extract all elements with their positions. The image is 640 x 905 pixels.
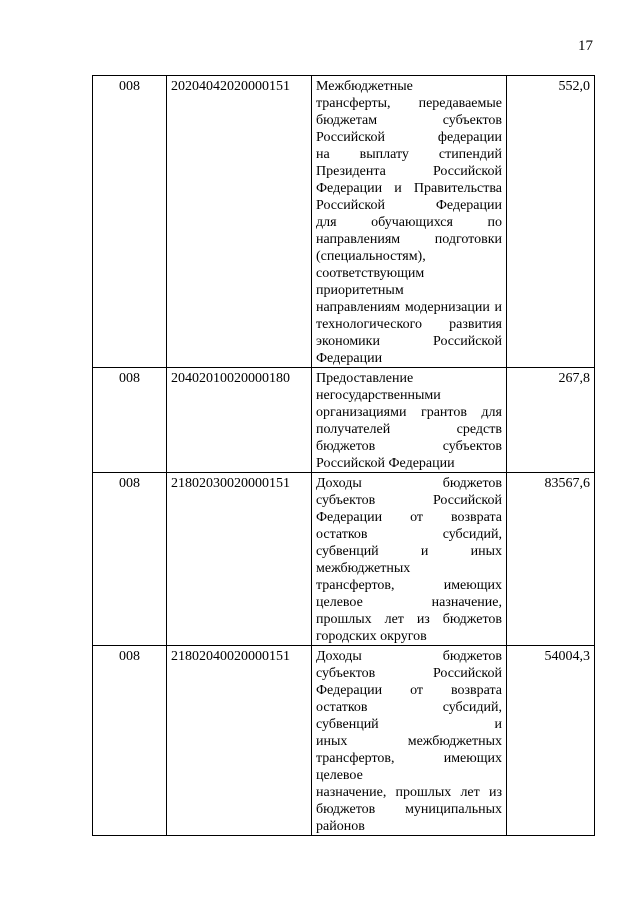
revenue-name-line: технологического развития <box>316 317 502 332</box>
table-row <box>93 368 595 473</box>
revenue-name-line: городских округов <box>316 629 427 644</box>
revenue-name-line: субвенций и иных <box>316 544 502 559</box>
revenue-name-line: иных межбюджетных <box>316 734 502 749</box>
revenue-name-line: назначение, прошлых лет из <box>316 785 502 800</box>
admin-code-cell: 008 <box>93 646 167 836</box>
revenue-name-line: прошлых лет из бюджетов <box>316 612 502 627</box>
revenue-name-line: направлениям подготовки <box>316 232 502 247</box>
page-number: 17 <box>578 38 593 54</box>
revenue-name-line: остатков субсидий, <box>316 700 502 715</box>
budget-class-code-cell: 21802040020000151 <box>167 646 312 836</box>
revenue-name-line: Федерации <box>316 351 383 366</box>
table-row <box>93 473 595 646</box>
revenue-name-line: Доходы бюджетов <box>316 649 502 664</box>
revenue-name-line: Российской Федерации <box>316 456 455 471</box>
revenue-name-line: на выплату стипендий <box>316 147 502 162</box>
revenue-name-line: Федерации и Правительства <box>316 181 502 196</box>
amount-cell: 54004,3 <box>507 646 595 836</box>
revenue-name-line: Федерации от возврата <box>316 510 502 525</box>
amount-cell: 83567,6 <box>507 473 595 646</box>
revenue-name-line: организациями грантов для <box>316 405 502 420</box>
revenue-name-line: бюджетов муниципальных <box>316 802 502 817</box>
amount-cell: 552,0 <box>507 76 595 368</box>
admin-code-cell: 008 <box>93 76 167 368</box>
revenue-name-line: негосударственными <box>316 388 441 403</box>
revenue-name-line: Президента Российской <box>316 164 502 179</box>
revenue-name-line: бюджетов субъектов <box>316 439 502 454</box>
revenue-name-line: трансфертов, имеющих <box>316 578 502 593</box>
budget-table-body <box>93 76 595 836</box>
amount-cell: 267,8 <box>507 368 595 473</box>
revenue-name-line: районов <box>316 819 365 834</box>
revenue-name-line: субъектов Российской <box>316 493 502 508</box>
revenue-name-line: получателей средств <box>316 422 502 437</box>
admin-code-cell: 008 <box>93 368 167 473</box>
revenue-name-line: остатков субсидий, <box>316 527 502 542</box>
revenue-name-line: Российской Федерации <box>316 198 502 213</box>
revenue-name-line: Предоставление <box>316 371 414 386</box>
revenue-name-cell <box>312 473 507 646</box>
revenue-name-line: трансферты, передаваемые <box>316 96 502 111</box>
revenue-name-cell <box>312 368 507 473</box>
revenue-name-line: Доходы бюджетов <box>316 476 502 491</box>
budget-class-code-cell: 20402010020000180 <box>167 368 312 473</box>
table-row <box>93 76 595 368</box>
revenue-name-line: целевое назначение, <box>316 595 502 610</box>
revenue-name-line: направлениям модернизации и <box>316 300 502 315</box>
table-row <box>93 646 595 836</box>
revenue-name-line: соответствующим <box>316 266 425 281</box>
revenue-name-line: экономики Российской <box>316 334 502 349</box>
admin-code-cell: 008 <box>93 473 167 646</box>
revenue-name-line: Федерации от возврата <box>316 683 502 698</box>
revenue-name-line: межбюджетных <box>316 561 411 576</box>
revenue-name-line: трансфертов, имеющих целевое <box>316 751 502 783</box>
revenue-name-line: бюджетам субъектов <box>316 113 502 128</box>
revenue-name-line: Российской федерации <box>316 130 502 145</box>
revenue-name-line: Межбюджетные <box>316 79 413 94</box>
revenue-name-line: субъектов Российской <box>316 666 502 681</box>
budget-class-code-cell: 21802030020000151 <box>167 473 312 646</box>
revenue-name-cell <box>312 646 507 836</box>
budget-table <box>92 75 595 836</box>
revenue-name-line: субвенций и <box>316 717 502 732</box>
budget-class-code-cell: 20204042020000151 <box>167 76 312 368</box>
revenue-name-line: для обучающихся по <box>316 215 502 230</box>
revenue-name-line: приоритетным <box>316 283 404 298</box>
revenue-name-line: (специальностям), <box>316 249 426 264</box>
revenue-name-cell <box>312 76 507 368</box>
